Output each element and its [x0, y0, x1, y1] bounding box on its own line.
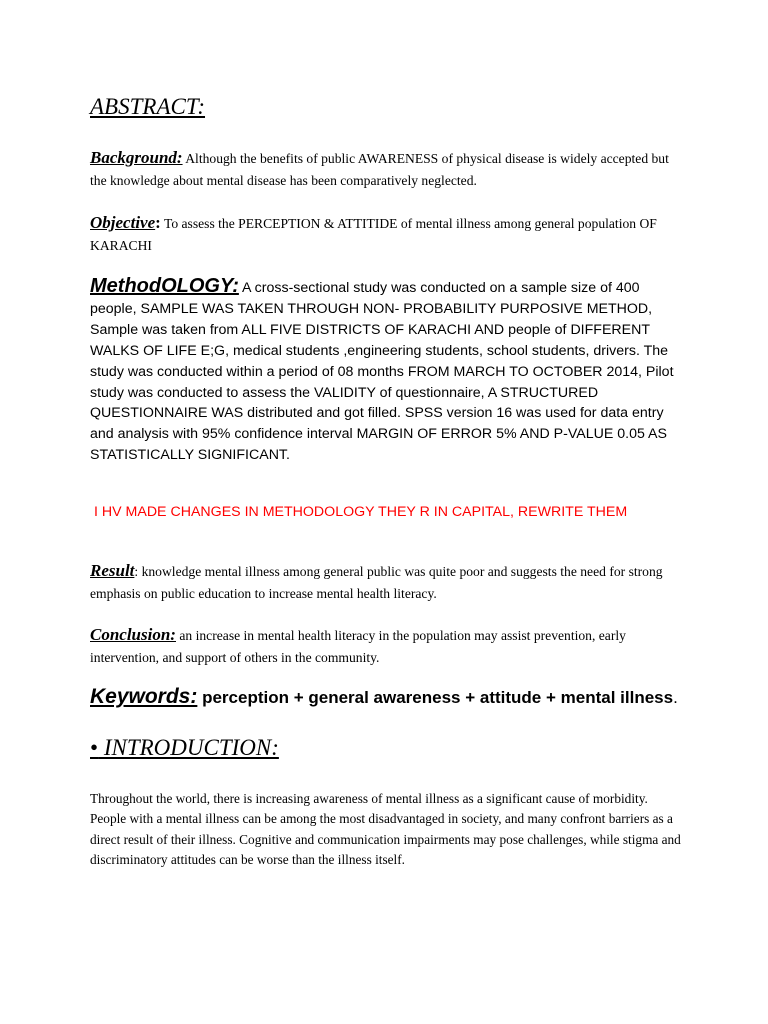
objective-paragraph	[90, 212, 682, 257]
keywords-text: perception + general awareness + attitude + mental illness	[197, 688, 674, 707]
introduction-heading	[90, 735, 682, 761]
objective-colon: :	[155, 213, 161, 232]
keywords-label: Keywords:	[90, 685, 198, 708]
bullet-icon: •	[90, 735, 99, 760]
abstract-heading: ABSTRACT:	[90, 94, 206, 119]
objective-label: Objective	[90, 213, 156, 232]
methodology-text: A cross-sectional study was conducted on a sample size of 400 people, SAMPLE WAS TAKEN THROUGH NON- PROBABILITY PURPOSIVE METHOD, Sample was taken from ALL FIVE DISTRICTS OF KARACHI AND people of DIFFERENT WALKS OF LIFE E;G, medical students ,engineering students, school students, drivers. The study was conducted within a period of 08 months FROM MARCH TO OCTOBER 2014, Pilot study was conducted to assess the VALIDITY of questionnaire, A STRUCTURED QUESTIONNAIRE WAS distributed and got filled. SPSS version 16 was used for data entry and analysis with 95% confidence interval MARGIN OF ERROR 5% AND P-VALUE 0.05 AS STATISTICALLY SIGNIFICANT.	[90, 280, 674, 464]
methodology-label: MethodOLOGY:	[90, 275, 239, 297]
background-text: Although the benefits of public AWARENESS of physical disease is widely accepted but the knowledge about mental disease has been comparatively neglected.	[90, 151, 669, 188]
conclusion-paragraph	[90, 624, 682, 669]
background-paragraph	[90, 147, 682, 192]
result-label: Result	[90, 561, 135, 580]
conclusion-label: Conclusion:	[90, 625, 176, 644]
introduction-paragraph: Throughout the world, there is increasing awareness of mental illness as a significant cause of morbidity. People with a mental illness can be among the most disadvantaged in society, and many confront barriers as a direct result of their illness. Cognitive and communication impairments may pose challenges, while stigma and discriminatory attitudes can be worse than the illness itself.	[90, 791, 681, 868]
conclusion-text: an increase in mental health literacy in the population may assist prevention, early intervention, and support of others in the community.	[90, 628, 626, 665]
methodology-paragraph	[90, 276, 682, 466]
result-colon: :	[134, 564, 139, 579]
result-paragraph	[90, 560, 682, 605]
introduction-heading-text: INTRODUCTION:	[98, 735, 279, 760]
background-label: Background:	[90, 148, 183, 167]
keywords-period: .	[673, 688, 678, 707]
keywords-paragraph	[90, 686, 682, 709]
revision-note: I HV MADE CHANGES IN METHODOLOGY THEY R IN CAPITAL, REWRITE THEM	[94, 504, 628, 520]
result-text: knowledge mental illness among general public was quite poor and suggests the need for strong emphasis on public education to increase mental health literacy.	[90, 564, 663, 601]
objective-text: To assess the PERCEPTION & ATTITIDE of mental illness among general population OF KARACHI	[90, 216, 657, 253]
